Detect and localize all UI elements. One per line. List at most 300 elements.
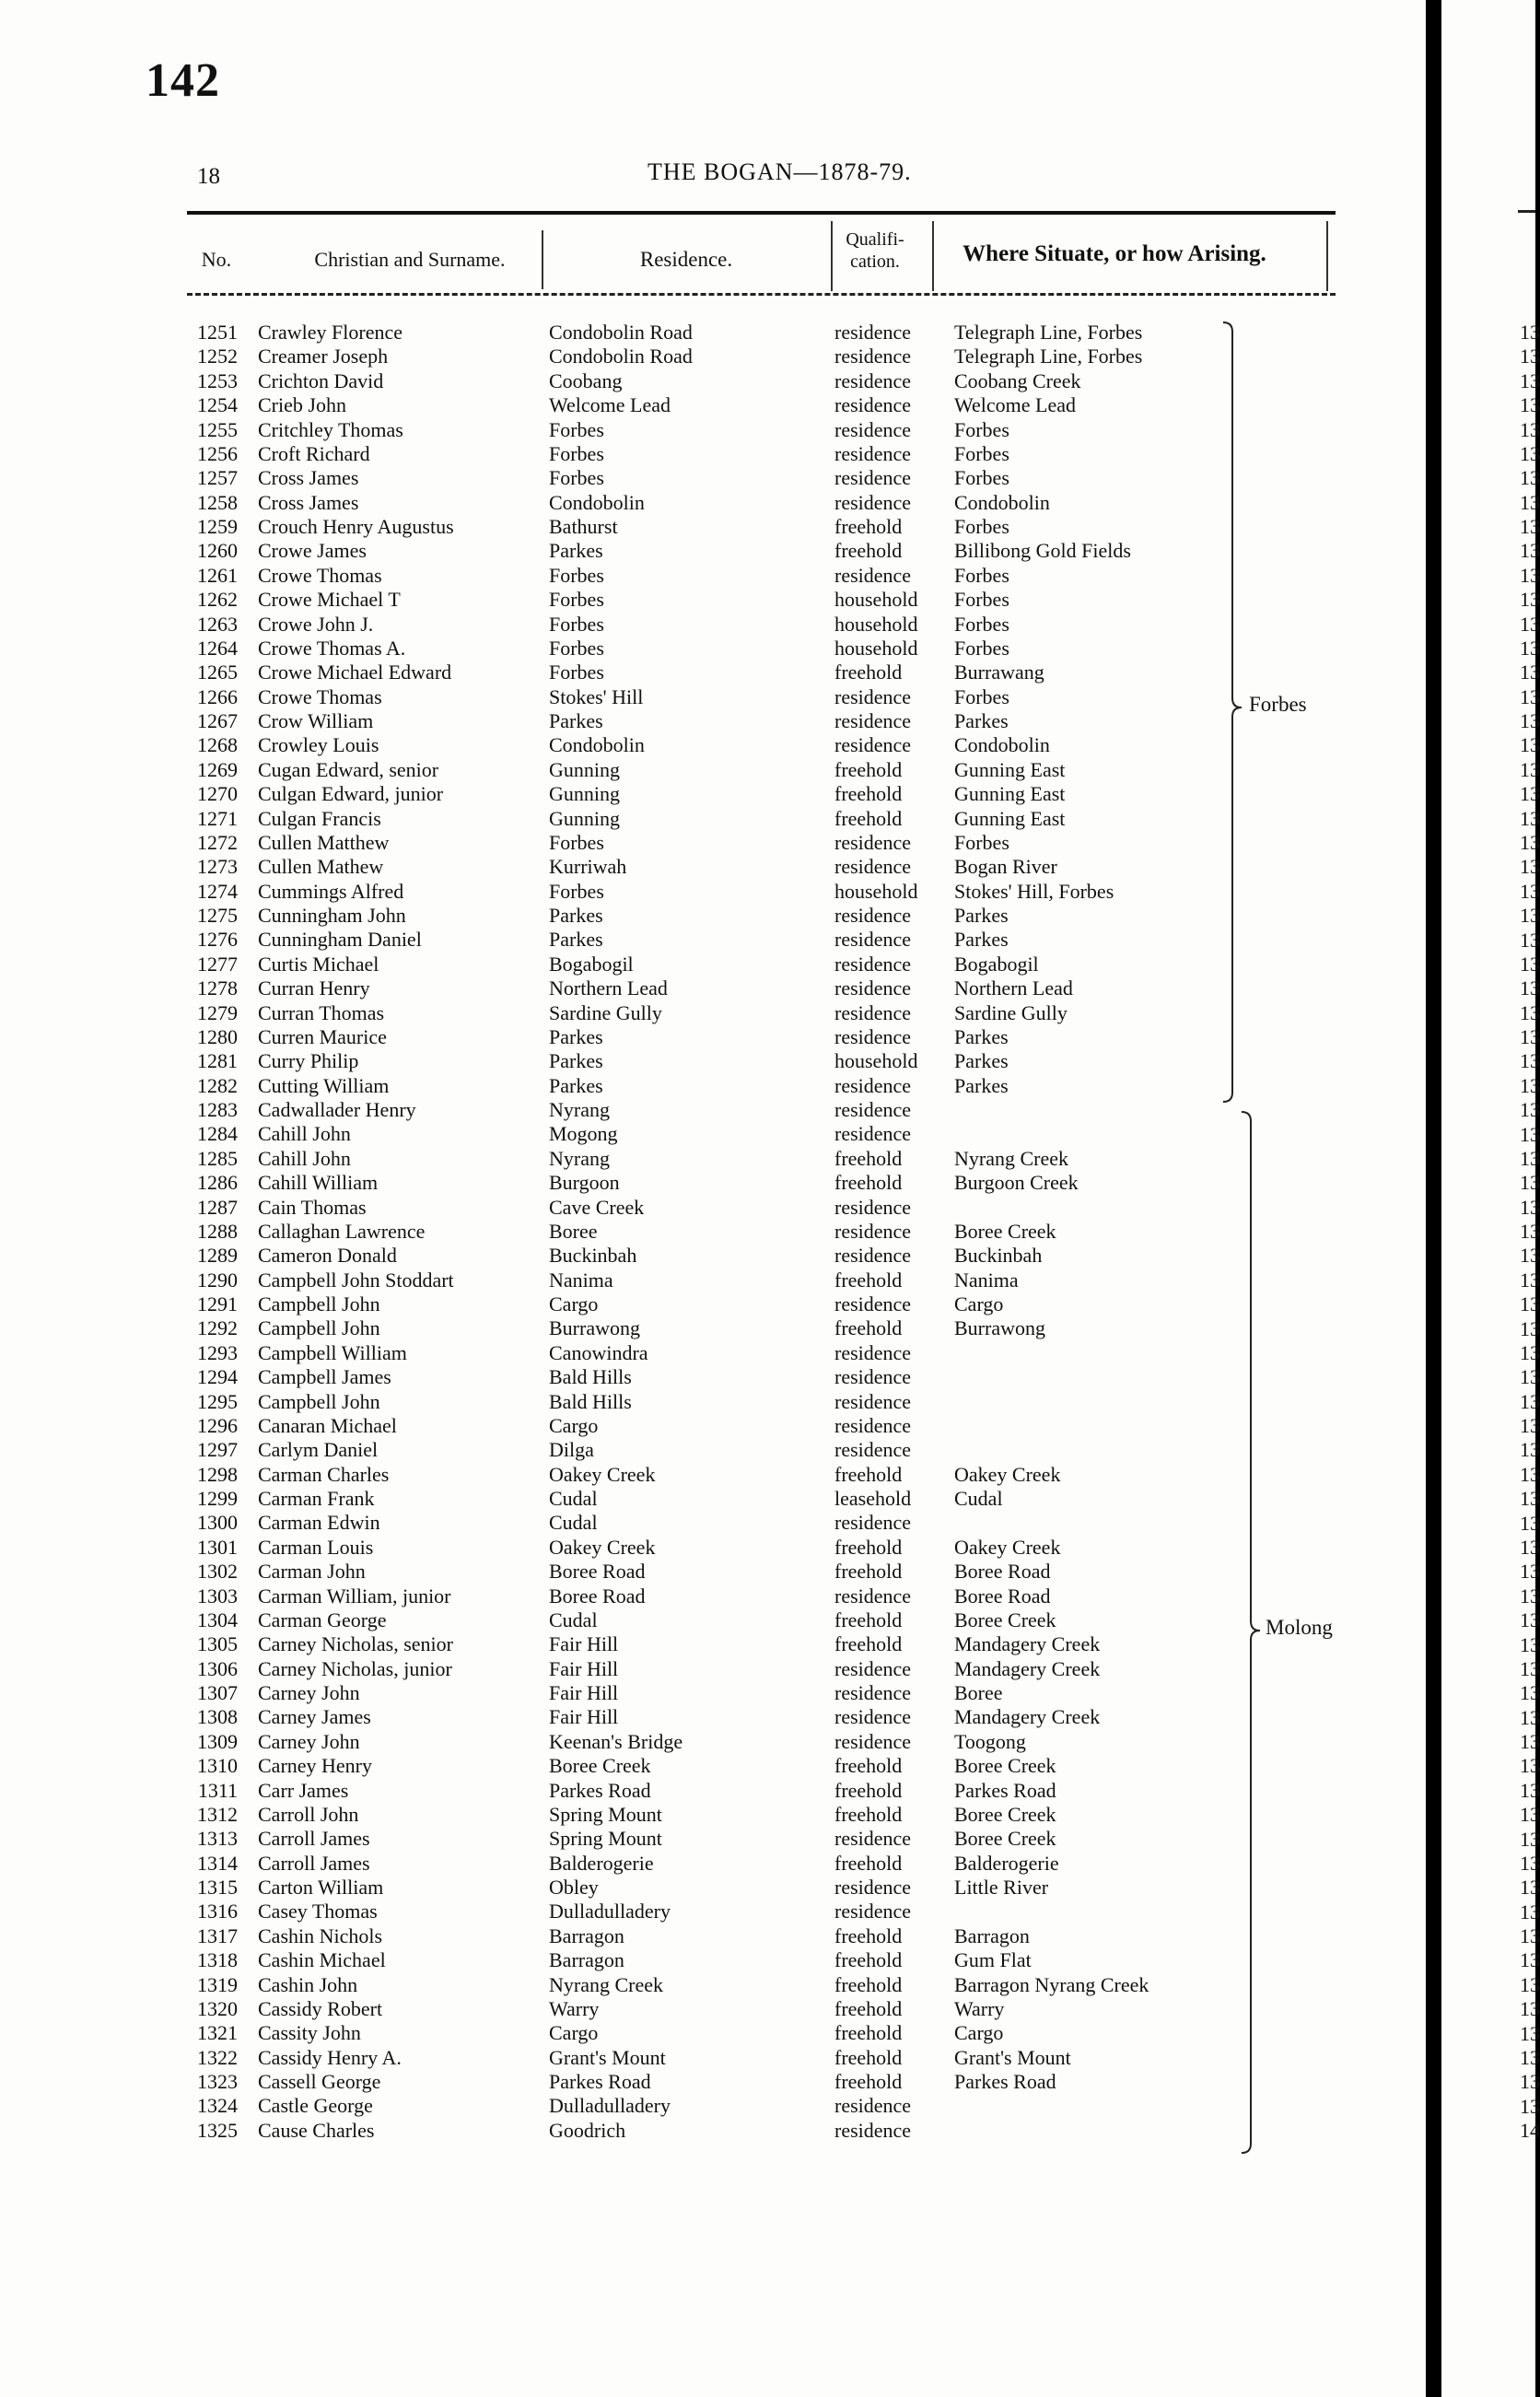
where-situate: Boree Creek [954, 1219, 1056, 1243]
header-divider [1326, 221, 1328, 291]
entry-number: 1263 [197, 612, 238, 636]
entry-number: 1305 [197, 1632, 238, 1656]
residence: Forbes [549, 661, 604, 684]
where-situate: Forbes [954, 636, 1009, 660]
table-row [0, 588, 1426, 612]
qualification: household [834, 588, 918, 612]
facing-page-number: 13 [1520, 1292, 1540, 1316]
table-row [0, 1074, 1426, 1098]
qualification: household [834, 879, 918, 903]
residence: Condobolin [549, 733, 645, 757]
voter-name: Cassell George [258, 2070, 381, 2093]
qualification: residence [834, 2094, 912, 2118]
residence: Oakey Creek [549, 1462, 656, 1486]
residence: Cargo [549, 1292, 599, 1315]
qualification: residence [834, 1584, 912, 1608]
residence: Condobolin Road [549, 345, 693, 368]
where-situate: Parkes [954, 928, 1009, 952]
facing-page-number: 14 [1520, 2119, 1540, 2143]
voter-name: Crowe Thomas [258, 684, 382, 708]
residence: Burgoon [549, 1171, 620, 1195]
residence: Goodrich [549, 2118, 626, 2142]
entry-number: 1282 [197, 1073, 238, 1097]
where-situate: Cudal [954, 1487, 1003, 1510]
table-row [0, 1754, 1426, 1778]
where-situate: Welcome Lead [954, 393, 1076, 417]
residence: Dulladulladery [549, 2094, 671, 2118]
entry-number: 1294 [197, 1365, 238, 1389]
entry-number: 1270 [197, 782, 238, 806]
voter-name: Carlym Daniel [258, 1438, 379, 1462]
entry-number: 1288 [197, 1219, 238, 1243]
table-row [0, 661, 1426, 684]
where-situate: Warry [954, 1996, 1005, 2020]
residence: Grant's Mount [549, 2045, 666, 2069]
qualification: residence [834, 1122, 912, 1146]
facing-page-number: 13 [1520, 879, 1540, 903]
header-rule-bottom [187, 293, 1336, 296]
where-situate: Telegraph Line, Forbes [954, 321, 1143, 344]
qualification: freehold [834, 1972, 903, 1996]
qualification: freehold [834, 1948, 903, 1972]
facing-page-number: 13 [1520, 2021, 1540, 2045]
facing-page-number: 13 [1520, 1025, 1540, 1049]
entry-number: 1324 [197, 2094, 238, 2118]
voter-name: Crichton David [258, 368, 384, 392]
qualification: freehold [834, 1923, 903, 1947]
entry-number: 1276 [197, 928, 238, 952]
entry-number: 1286 [197, 1171, 238, 1195]
voter-name: Cadwallader Henry [258, 1098, 416, 1121]
voter-name: Curran Thomas [258, 1000, 385, 1024]
table-row [0, 345, 1426, 368]
where-situate: Parkes [954, 1024, 1009, 1048]
entry-number: 1312 [197, 1802, 238, 1826]
table-row [0, 1365, 1426, 1389]
voter-name: Cain Thomas [258, 1195, 367, 1219]
voter-name: Cross James [258, 490, 359, 514]
table-row [0, 1220, 1426, 1244]
residence: Gunning [549, 757, 620, 781]
where-situate: Forbes [954, 417, 1009, 441]
qualification: freehold [834, 1851, 903, 1875]
voter-name: Cashin Nichols [258, 1923, 383, 1947]
where-situate: Condobolin [954, 733, 1050, 757]
voter-name: Carman Edwin [258, 1511, 380, 1535]
qualification: freehold [834, 1316, 903, 1340]
entry-number: 1255 [197, 417, 238, 441]
residence: Cargo [549, 1413, 599, 1437]
voter-name: Carroll John [258, 1802, 359, 1826]
facing-page-number: 13 [1520, 1438, 1540, 1462]
table-row [0, 880, 1426, 904]
residence: Forbes [549, 563, 604, 587]
where-situate: Stokes' Hill, Forbes [954, 879, 1114, 903]
facing-page-number: 13 [1520, 928, 1540, 952]
table-row [0, 393, 1426, 417]
table-row [0, 1973, 1426, 1997]
voter-name: Crowe John J. [258, 612, 374, 636]
voter-name: Carroll James [258, 1851, 370, 1875]
facing-page-number: 13 [1520, 368, 1540, 392]
where-situate: Forbes [954, 563, 1009, 587]
qualification: freehold [834, 757, 903, 781]
table-row [0, 1584, 1426, 1608]
facing-page-number: 13 [1520, 1487, 1540, 1511]
entry-number: 1309 [197, 1729, 238, 1753]
table-row [0, 1632, 1426, 1656]
facing-page-number: 13 [1520, 1972, 1540, 1996]
where-situate: Parkes [954, 709, 1009, 732]
voter-name: Casey Thomas [258, 1900, 378, 1923]
qualification: residence [834, 1681, 912, 1704]
entry-number: 1311 [197, 1778, 238, 1802]
facing-page-number: 13 [1520, 1049, 1540, 1073]
residence: Parkes [549, 1049, 603, 1073]
voter-name: Culgan Edward, junior [258, 782, 444, 806]
entry-number: 1273 [197, 855, 238, 879]
residence: Dilga [549, 1438, 594, 1462]
entry-number: 1265 [197, 661, 238, 684]
qualification: freehold [834, 2045, 903, 2069]
voter-name: Carman William, junior [258, 1584, 451, 1608]
table-row [0, 1900, 1426, 1923]
voter-name: Crieb John [258, 393, 346, 417]
facing-page-number: 13 [1520, 1244, 1540, 1268]
qualification: household [834, 612, 918, 636]
facing-page-number: 13 [1520, 321, 1540, 344]
facing-page-number: 13 [1520, 1730, 1540, 1754]
residence: Cudal [549, 1511, 598, 1535]
voter-name: Carman Frank [258, 1487, 375, 1510]
table-row [0, 1098, 1426, 1122]
facing-page-number: 13 [1520, 1560, 1540, 1584]
table-row [0, 1316, 1426, 1340]
qualification: residence [834, 1389, 912, 1413]
entry-number: 1298 [197, 1462, 238, 1486]
residence: Forbes [549, 612, 604, 636]
residence: Fair Hill [549, 1681, 619, 1704]
residence: Parkes Road [549, 1778, 651, 1802]
voter-name: Carney James [258, 1705, 371, 1729]
voter-name: Cugan Edward, senior [258, 757, 439, 781]
facing-page-number: 13 [1520, 1340, 1540, 1364]
voter-name: Carroll James [258, 1827, 370, 1851]
table-row [0, 1438, 1426, 1462]
entry-number: 1319 [197, 1972, 238, 1996]
facing-page-number: 13 [1520, 417, 1540, 441]
where-situate: Condobolin [954, 490, 1050, 514]
residence: Kurriwah [549, 855, 627, 879]
residence: Parkes Road [549, 2070, 651, 2093]
residence: Bald Hills [549, 1365, 632, 1389]
table-row [0, 1876, 1426, 1900]
table-row [0, 685, 1426, 709]
facing-page-number: 13 [1520, 709, 1540, 733]
facing-page-number: 13 [1520, 539, 1540, 563]
qualification: residence [834, 345, 912, 368]
entry-number: 1300 [197, 1511, 238, 1535]
qualification: residence [834, 1244, 912, 1268]
voter-name: Crowe James [258, 539, 367, 563]
voter-name: Crowe Thomas A. [258, 636, 406, 660]
entry-number: 1261 [197, 563, 238, 587]
voter-name: Carney John [258, 1681, 360, 1704]
entry-number: 1280 [197, 1024, 238, 1048]
facing-page-number: 13 [1520, 2070, 1540, 2094]
residence: Parkes [549, 904, 603, 927]
qualification: residence [834, 1413, 912, 1437]
where-situate: Boree Creek [954, 1754, 1056, 1778]
entry-number: 1259 [197, 515, 238, 538]
where-situate: Forbes [954, 684, 1009, 708]
entry-number: 1301 [197, 1535, 238, 1559]
residence: Northern Lead [549, 976, 668, 1000]
table-row [0, 928, 1426, 952]
where-situate: Grant's Mount [954, 2045, 1071, 2069]
where-situate: Gunning East [954, 757, 1066, 781]
entry-number: 1297 [197, 1438, 238, 1462]
facing-page-number: 13 [1520, 684, 1540, 708]
qualification: residence [834, 904, 912, 927]
entry-number: 1308 [197, 1705, 238, 1729]
table-row [0, 1681, 1426, 1705]
qualification: residence [834, 1900, 912, 1923]
where-situate: Billibong Gold Fields [954, 539, 1131, 563]
facing-page-number: 13 [1520, 1584, 1540, 1608]
where-situate: Gunning East [954, 782, 1066, 806]
facing-page-number: 13 [1520, 1389, 1540, 1413]
where-situate: Parkes [954, 904, 1009, 927]
residence: Cudal [549, 1487, 598, 1510]
table-row [0, 321, 1426, 345]
voter-name: Campbell John Stoddart [258, 1268, 454, 1292]
facing-page-number: 13 [1520, 855, 1540, 879]
qualification: residence [834, 490, 912, 514]
residence: Boree [549, 1219, 598, 1243]
facing-page-rule [1518, 210, 1535, 213]
entry-number: 1268 [197, 733, 238, 757]
facing-page-number: 13 [1520, 830, 1540, 854]
table-row [0, 539, 1426, 563]
facing-page-number: 13 [1520, 1000, 1540, 1024]
facing-page-number: 13 [1520, 757, 1540, 781]
where-situate: Mandagery Creek [954, 1632, 1101, 1656]
residence: Boree Road [549, 1584, 646, 1608]
qualification: residence [834, 1073, 912, 1097]
table-row [0, 442, 1426, 466]
qualification: freehold [834, 1560, 903, 1584]
where-situate: Bogabogil [954, 952, 1039, 976]
qualification: residence [834, 1656, 912, 1680]
table-row [0, 2021, 1426, 2045]
residence: Forbes [549, 588, 604, 612]
entry-number: 1272 [197, 830, 238, 854]
residence: Condobolin [549, 490, 645, 514]
page-number: 142 [146, 54, 220, 107]
residence: Nyrang [549, 1146, 610, 1170]
qualification: freehold [834, 661, 903, 684]
entry-number: 1322 [197, 2045, 238, 2069]
qualification: residence [834, 1098, 912, 1121]
entry-number: 1323 [197, 2070, 238, 2093]
table-row [0, 1487, 1426, 1511]
entry-number: 1295 [197, 1389, 238, 1413]
voter-name: Curran Henry [258, 976, 370, 1000]
entry-number: 1251 [197, 321, 238, 344]
voter-name: Croft Richard [258, 441, 370, 465]
entry-number: 1318 [197, 1948, 238, 1972]
table-row [0, 1122, 1426, 1146]
running-head: THE BOGAN—1878-79. [648, 158, 912, 185]
residence: Mogong [549, 1122, 618, 1146]
header-rule-top [187, 211, 1336, 215]
entry-number: 1304 [197, 1608, 238, 1631]
facing-page-number: 13 [1520, 490, 1540, 514]
residence: Spring Mount [549, 1827, 662, 1851]
where-situate: Boree Creek [954, 1802, 1056, 1826]
table-row [0, 1803, 1426, 1827]
residence: Forbes [549, 636, 604, 660]
qualification: residence [834, 709, 912, 732]
entry-number: 1253 [197, 368, 238, 392]
residence: Nyrang Creek [549, 1972, 664, 1996]
table-row [0, 1560, 1426, 1584]
qualification: residence [834, 1729, 912, 1753]
where-situate: Forbes [954, 588, 1009, 612]
facing-page-number: 13 [1520, 1608, 1540, 1632]
voter-name: Carman John [258, 1560, 366, 1584]
voter-name: Crowe Thomas [258, 563, 382, 587]
entry-number: 1325 [197, 2118, 238, 2142]
table-row [0, 637, 1426, 661]
where-situate: Parkes [954, 1049, 1009, 1073]
table-row [0, 1147, 1426, 1171]
entry-number: 1316 [197, 1900, 238, 1923]
facing-page-number: 13 [1520, 1268, 1540, 1292]
voter-name: Cahill John [258, 1122, 351, 1146]
voter-name: Carman Charles [258, 1462, 390, 1486]
residence: Forbes [549, 441, 604, 465]
residence: Keenan's Bridge [549, 1729, 683, 1753]
residence: Cave Creek [549, 1195, 645, 1219]
voter-name: Curtis Michael [258, 952, 379, 976]
entry-number: 1260 [197, 539, 238, 563]
qualification: residence [834, 1219, 912, 1243]
table-row [0, 782, 1426, 806]
voter-name: Crouch Henry Augustus [258, 515, 454, 538]
facing-page-number: 13 [1520, 1220, 1540, 1244]
facing-page-number: 13 [1520, 1778, 1540, 1802]
voter-name: Cassidy Henry A. [258, 2045, 402, 2069]
voter-name: Crowe Michael Edward [258, 661, 452, 684]
facing-page-number: 13 [1520, 1632, 1540, 1656]
residence: Bathurst [549, 515, 618, 538]
facing-page-number: 13 [1520, 976, 1540, 1000]
qualification: residence [834, 441, 912, 465]
facing-page-number: 13 [1520, 1997, 1540, 2021]
entry-number: 1264 [197, 636, 238, 660]
where-situate: Burrawong [954, 1316, 1045, 1340]
voter-name: Cashin Michael [258, 1948, 386, 1972]
facing-page-number: 13 [1520, 1681, 1540, 1705]
table-row [0, 904, 1426, 928]
voter-name: Cassidy Robert [258, 1996, 383, 2020]
table-row [0, 1463, 1426, 1487]
entry-number: 1256 [197, 441, 238, 465]
residence: Boree Road [549, 1560, 646, 1584]
where-situate: Barragon [954, 1923, 1030, 1947]
forbes-brace [1221, 321, 1243, 1104]
entry-number: 1303 [197, 1584, 238, 1608]
voter-name: Culgan Francis [258, 806, 381, 830]
where-situate: Burgoon Creek [954, 1171, 1079, 1195]
facing-page-number: 13 [1520, 1414, 1540, 1438]
residence: Nanima [549, 1268, 613, 1292]
residence: Dulladulladery [549, 1900, 671, 1923]
entry-number: 1292 [197, 1316, 238, 1340]
entry-number: 1266 [197, 684, 238, 708]
voter-name: Carney Nicholas, junior [258, 1656, 452, 1680]
facing-page-number: 13 [1520, 1511, 1540, 1535]
entry-number: 1299 [197, 1487, 238, 1510]
qualification: freehold [834, 1802, 903, 1826]
entry-number: 1283 [197, 1098, 238, 1121]
residence: Spring Mount [549, 1802, 662, 1826]
residence: Canowindra [549, 1340, 648, 1364]
facing-page-number: 13 [1520, 393, 1540, 417]
entry-number: 1279 [197, 1000, 238, 1024]
table-row [0, 1730, 1426, 1754]
table-row [0, 2046, 1426, 2070]
residence: Condobolin Road [549, 321, 693, 344]
where-situate: Coobang Creek [954, 368, 1081, 392]
table-row [0, 2119, 1426, 2143]
facing-page-number: 13 [1520, 345, 1540, 368]
where-situate: Northern Lead [954, 976, 1073, 1000]
facing-page-number: 13 [1520, 1851, 1540, 1875]
residence: Buckinbah [549, 1244, 637, 1268]
facing-page-number: 13 [1520, 1316, 1540, 1340]
entry-number: 1258 [197, 490, 238, 514]
residence: Barragon [549, 1948, 624, 1972]
voter-name: Cunningham John [258, 904, 406, 927]
qualification: freehold [834, 539, 903, 563]
voter-name: Cunningham Daniel [258, 928, 422, 952]
facing-page-number: 13 [1520, 1754, 1540, 1778]
table-row [0, 953, 1426, 976]
voter-name: Carman George [258, 1608, 387, 1631]
where-situate: Buckinbah [954, 1244, 1043, 1268]
table-row [0, 1779, 1426, 1803]
qualification: residence [834, 855, 912, 879]
residence: Parkes [549, 709, 603, 732]
residence: Fair Hill [549, 1705, 619, 1729]
entry-number: 1287 [197, 1195, 238, 1219]
qualification: residence [834, 1438, 912, 1462]
residence: Fair Hill [549, 1656, 619, 1680]
facing-page-number: 13 [1520, 2045, 1540, 2069]
table-row [0, 418, 1426, 442]
voter-name: Carton William [258, 1876, 384, 1899]
where-situate: Oakey Creek [954, 1462, 1061, 1486]
facing-page-number: 13 [1520, 806, 1540, 830]
facing-page-number: 13 [1520, 1705, 1540, 1729]
table-row [0, 564, 1426, 588]
entry-number: 1317 [197, 1923, 238, 1947]
entry-number: 1307 [197, 1681, 238, 1704]
residence: Forbes [549, 466, 604, 490]
